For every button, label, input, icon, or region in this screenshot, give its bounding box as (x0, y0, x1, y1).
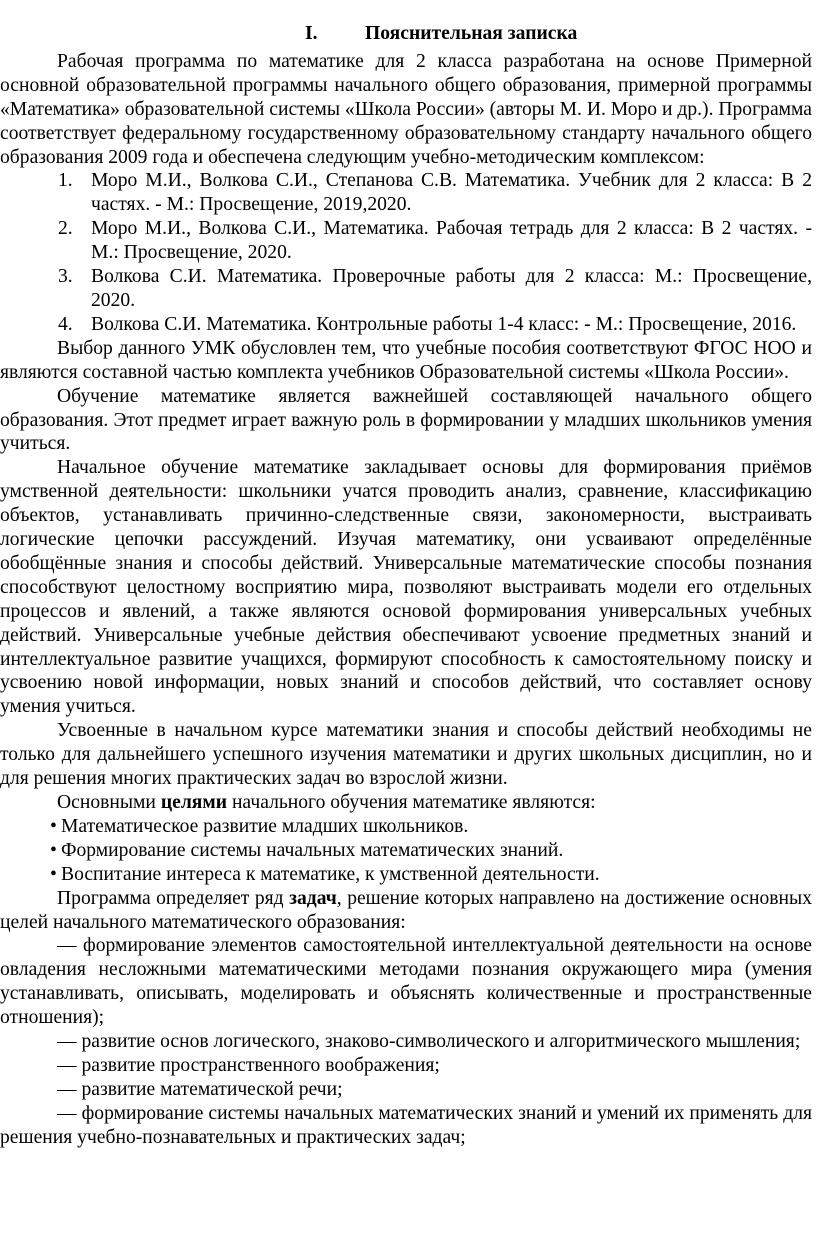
task-item (0, 1054, 812, 1078)
goal-item (0, 815, 812, 839)
tasks-keyword: задач (289, 887, 337, 909)
task-item (0, 1078, 812, 1102)
learning-paragraph: Обучение математике является важнейшей составляющей начального общего образования. Этот предмет играет важную роль в формировании у младших школьников умения учиться. (0, 385, 812, 455)
umk-item-text: Моро М.И., Волкова С.И., Математика. Рабочая тетрадь для 2 класса: В 2 частях. - М.: Просвещение, 2020. (91, 218, 812, 264)
tasks-lead (0, 887, 812, 935)
acquired-knowledge-paragraph: Усвоенные в начальном курсе математики знания и способы действий необходимы не только для дальнейшего успешного изучения математики и других школьных дисциплин, но и для решения многих практических задач во взрослой жизни. (0, 720, 812, 790)
goal-item-text: Формирование системы начальных математических знаний. (61, 839, 564, 861)
umk-item-number: 2. (58, 218, 73, 240)
section-heading (0, 22, 812, 46)
umk-list (0, 169, 812, 336)
basics-paragraph: Начальное обучение математике закладывает основы для формирования приёмов умственной деятельности: школьники учатся проводить анализ, сравнение, классификацию объектов, устанавливать причинно-следственные связи, закономерности, выстраивать логические цепочки рассуждений. Изучая математику, они усваивают определённые обобщённые знания и способы действий. Универсальные математические способы познания способствуют целостному восприятию мира, позволяют выстраивать модели его отдельных процессов и явлений, а также являются основой формирования универсальных учебных действий. Универсальные учебные действия обеспечивают усвоение предметных знаний и интеллектуальное развитие учащихся, формируют способность к самостоятельному поиску и усвоению новой информации, новых знаний и способов действий, что составляет основу умения учиться. (0, 457, 812, 718)
bullet-icon: • (50, 839, 57, 861)
task-item (0, 934, 812, 1030)
goals-lead (0, 791, 812, 815)
section-number: I. (305, 23, 318, 44)
section-title: Пояснительная записка (365, 23, 578, 44)
tasks-lead-tail: , решение которых направлено на достижение основных целей начального математического образования: (0, 887, 812, 933)
task-item (0, 1102, 812, 1150)
umk-item (58, 265, 812, 313)
dash-icon: — (57, 1054, 77, 1076)
goals-lead-tail: начального обучения математике являются: (227, 792, 596, 813)
goal-item (0, 863, 812, 887)
goal-item-text: Воспитание интереса к математике, к умственной деятельности. (61, 863, 600, 885)
task-item-text: развитие основ логического, знаково-символического и алгоритмического мышления; (76, 1031, 801, 1053)
umk-item (58, 313, 812, 337)
umk-choice-paragraph: Выбор данного УМК обусловлен тем, что учебные пособия соответствуют ФГОС НОО и являются составной частью комплекта учебников Образовательной системы «Школа России». (0, 337, 812, 383)
dash-icon: — (57, 1078, 77, 1100)
dash-icon: — (57, 1031, 77, 1053)
umk-item (58, 217, 812, 265)
umk-item-text: Моро М.И., Волкова С.И., Степанова С.В. Математика. Учебник для 2 класса: В 2 частях. - М.: Просвещение, 2019,2020. (91, 170, 812, 216)
dash-icon: — (57, 935, 77, 957)
bullet-icon: • (50, 815, 57, 837)
umk-item-number: 4. (58, 313, 73, 335)
umk-item-number: 1. (58, 170, 73, 192)
bullet-icon: • (50, 863, 57, 885)
umk-item-text: Волкова С.И. Математика. Проверочные работы для 2 класса: М.: Просвещение, 2020. (91, 266, 812, 311)
umk-item-number: 3. (58, 266, 73, 288)
task-item-text: формирование системы начальных математических знаний и умений их применять для решения учебно-познавательных и практических задач; (0, 1102, 812, 1148)
task-item (0, 1030, 812, 1054)
task-item-text: формирование элементов самостоятельной интеллектуальной деятельности на основе овладения несложными математическими методами познания окружающего мира (умения устанавливать, описывать, моделировать и объяснять количественные и пространственные отношения); (0, 935, 812, 1029)
goals-lead-text: Основными (57, 792, 161, 813)
tasks-lead-text: Программа определяет ряд (57, 887, 290, 909)
task-item-text: развитие математической речи; (76, 1078, 343, 1100)
goal-item (0, 839, 812, 863)
umk-item (58, 169, 812, 217)
intro-paragraph: Рабочая программа по математике для 2 класса разработана на основе Примерной основной образовательной программы начального общего образования, примерной программы «Математика» образовательной системы «Школа России» (авторы М. И. Моро и др.). Программа соответствует федеральному государственному образовательному стандарту начального общего образования 2009 года и обеспечена следующим учебно-методическим комплексом: (0, 50, 812, 168)
dash-icon: — (57, 1102, 77, 1124)
goals-keyword: целями (160, 792, 228, 813)
goal-item-text: Математическое развитие младших школьников. (61, 815, 469, 837)
umk-item-text: Волкова С.И. Математика. Контрольные работы 1-4 класс: - М.: Просвещение, 2016. (91, 313, 797, 335)
task-item-text: развитие пространственного воображения; (76, 1054, 440, 1076)
